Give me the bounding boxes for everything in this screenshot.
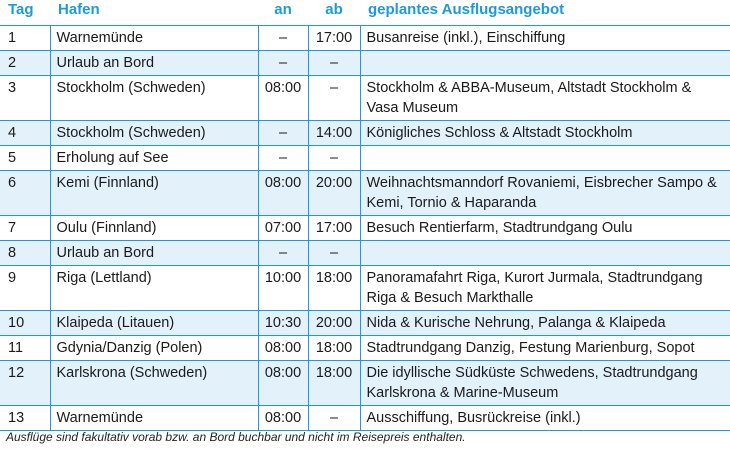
cell-hafen: Urlaub an Bord: [50, 241, 258, 266]
cell-an: –: [258, 121, 308, 146]
cell-an: –: [258, 241, 308, 266]
cell-angebot: Nida & Kurische Nehrung, Palanga & Klaipeda: [360, 311, 730, 336]
footnote: Ausflüge sind fakultativ vorab bzw. an Bord buchbar und nicht im Reisepreis enthalten.: [6, 430, 466, 444]
table-row: [0, 266, 730, 311]
cell-ab: 17:00: [308, 216, 360, 241]
cell-tag: 1: [0, 26, 50, 51]
cell-ab: 18:00: [308, 361, 360, 406]
cell-ab: 20:00: [308, 171, 360, 216]
cell-tag: 8: [0, 241, 50, 266]
cell-hafen: Gdynia/Danzig (Polen): [50, 336, 258, 361]
cell-ab: –: [308, 146, 360, 171]
cell-an: 10:30: [258, 311, 308, 336]
cell-tag: 9: [0, 266, 50, 311]
table-row: [0, 121, 730, 146]
cell-angebot: Stadtrundgang Danzig, Festung Marienburg, Sopot: [360, 336, 730, 361]
cell-an: 08:00: [258, 406, 308, 431]
header-row: [0, 0, 730, 26]
cell-tag: 3: [0, 76, 50, 121]
cell-angebot: Stockholm & ABBA-Museum, Altstadt Stockholm & Vasa Museum: [360, 76, 730, 121]
table-row: [0, 311, 730, 336]
cell-ab: 14:00: [308, 121, 360, 146]
header-an: an: [274, 1, 292, 18]
cell-tag: 4: [0, 121, 50, 146]
header-tag: Tag: [8, 1, 34, 18]
table-row: [0, 361, 730, 406]
cell-hafen: Warnemünde: [50, 26, 258, 51]
cell-angebot: [360, 146, 730, 171]
cell-ab: 17:00: [308, 26, 360, 51]
cell-hafen: Karlskrona (Schweden): [50, 361, 258, 406]
table-row: [0, 241, 730, 266]
cell-hafen: Warnemünde: [50, 406, 258, 431]
cell-hafen: Erholung auf See: [50, 146, 258, 171]
table-row: [0, 406, 730, 431]
cell-ab: 18:00: [308, 266, 360, 311]
cell-hafen: Stockholm (Schweden): [50, 121, 258, 146]
cell-an: 08:00: [258, 171, 308, 216]
cell-tag: 6: [0, 171, 50, 216]
cell-ab: –: [308, 406, 360, 431]
cell-tag: 2: [0, 51, 50, 76]
table-row: [0, 171, 730, 216]
cell-tag: 10: [0, 311, 50, 336]
header-angebot: geplantes Ausflugsangebot: [368, 1, 565, 18]
table-row: [0, 146, 730, 171]
table-row: [0, 76, 730, 121]
cell-tag: 11: [0, 336, 50, 361]
cell-angebot: Weihnachtsmanndorf Rovaniemi, Eisbrecher Sampo & Kemi, Tornio & Haparanda: [360, 171, 730, 216]
cell-an: –: [258, 26, 308, 51]
header-ab: ab: [325, 1, 343, 18]
cell-tag: 5: [0, 146, 50, 171]
cell-tag: 13: [0, 406, 50, 431]
cell-hafen: Riga (Lettland): [50, 266, 258, 311]
cell-ab: –: [308, 51, 360, 76]
cell-ab: –: [308, 76, 360, 121]
cell-angebot: Ausschiffung, Busrückreise (inkl.): [360, 406, 730, 431]
cell-hafen: Klaipeda (Litauen): [50, 311, 258, 336]
cell-an: 08:00: [258, 361, 308, 406]
cell-hafen: Urlaub an Bord: [50, 51, 258, 76]
cell-an: 10:00: [258, 266, 308, 311]
table-row: [0, 216, 730, 241]
table-row: [0, 336, 730, 361]
cell-ab: –: [308, 241, 360, 266]
cell-angebot: Die idyllische Südküste Schwedens, Stadtrundgang Karlskrona & Marine-Museum: [360, 361, 730, 406]
cell-an: –: [258, 146, 308, 171]
cell-hafen: Kemi (Finnland): [50, 171, 258, 216]
cell-angebot: Königliches Schloss & Altstadt Stockholm: [360, 121, 730, 146]
table-row: [0, 51, 730, 76]
cell-ab: 20:00: [308, 311, 360, 336]
header-hafen: Hafen: [58, 1, 100, 18]
cell-angebot: Besuch Rentierfarm, Stadtrundgang Oulu: [360, 216, 730, 241]
cell-angebot: Busanreise (inkl.), Einschiffung: [360, 26, 730, 51]
cell-angebot: [360, 51, 730, 76]
cell-hafen: Oulu (Finnland): [50, 216, 258, 241]
cell-an: 07:00: [258, 216, 308, 241]
cell-tag: 7: [0, 216, 50, 241]
cell-an: –: [258, 51, 308, 76]
cell-angebot: [360, 241, 730, 266]
cell-an: 08:00: [258, 76, 308, 121]
cell-angebot: Panoramafahrt Riga, Kurort Jurmala, Stadtrundgang Riga & Besuch Markthalle: [360, 266, 730, 311]
cell-an: 08:00: [258, 336, 308, 361]
cell-tag: 12: [0, 361, 50, 406]
cell-ab: 18:00: [308, 336, 360, 361]
table-row: [0, 26, 730, 51]
cell-hafen: Stockholm (Schweden): [50, 76, 258, 121]
